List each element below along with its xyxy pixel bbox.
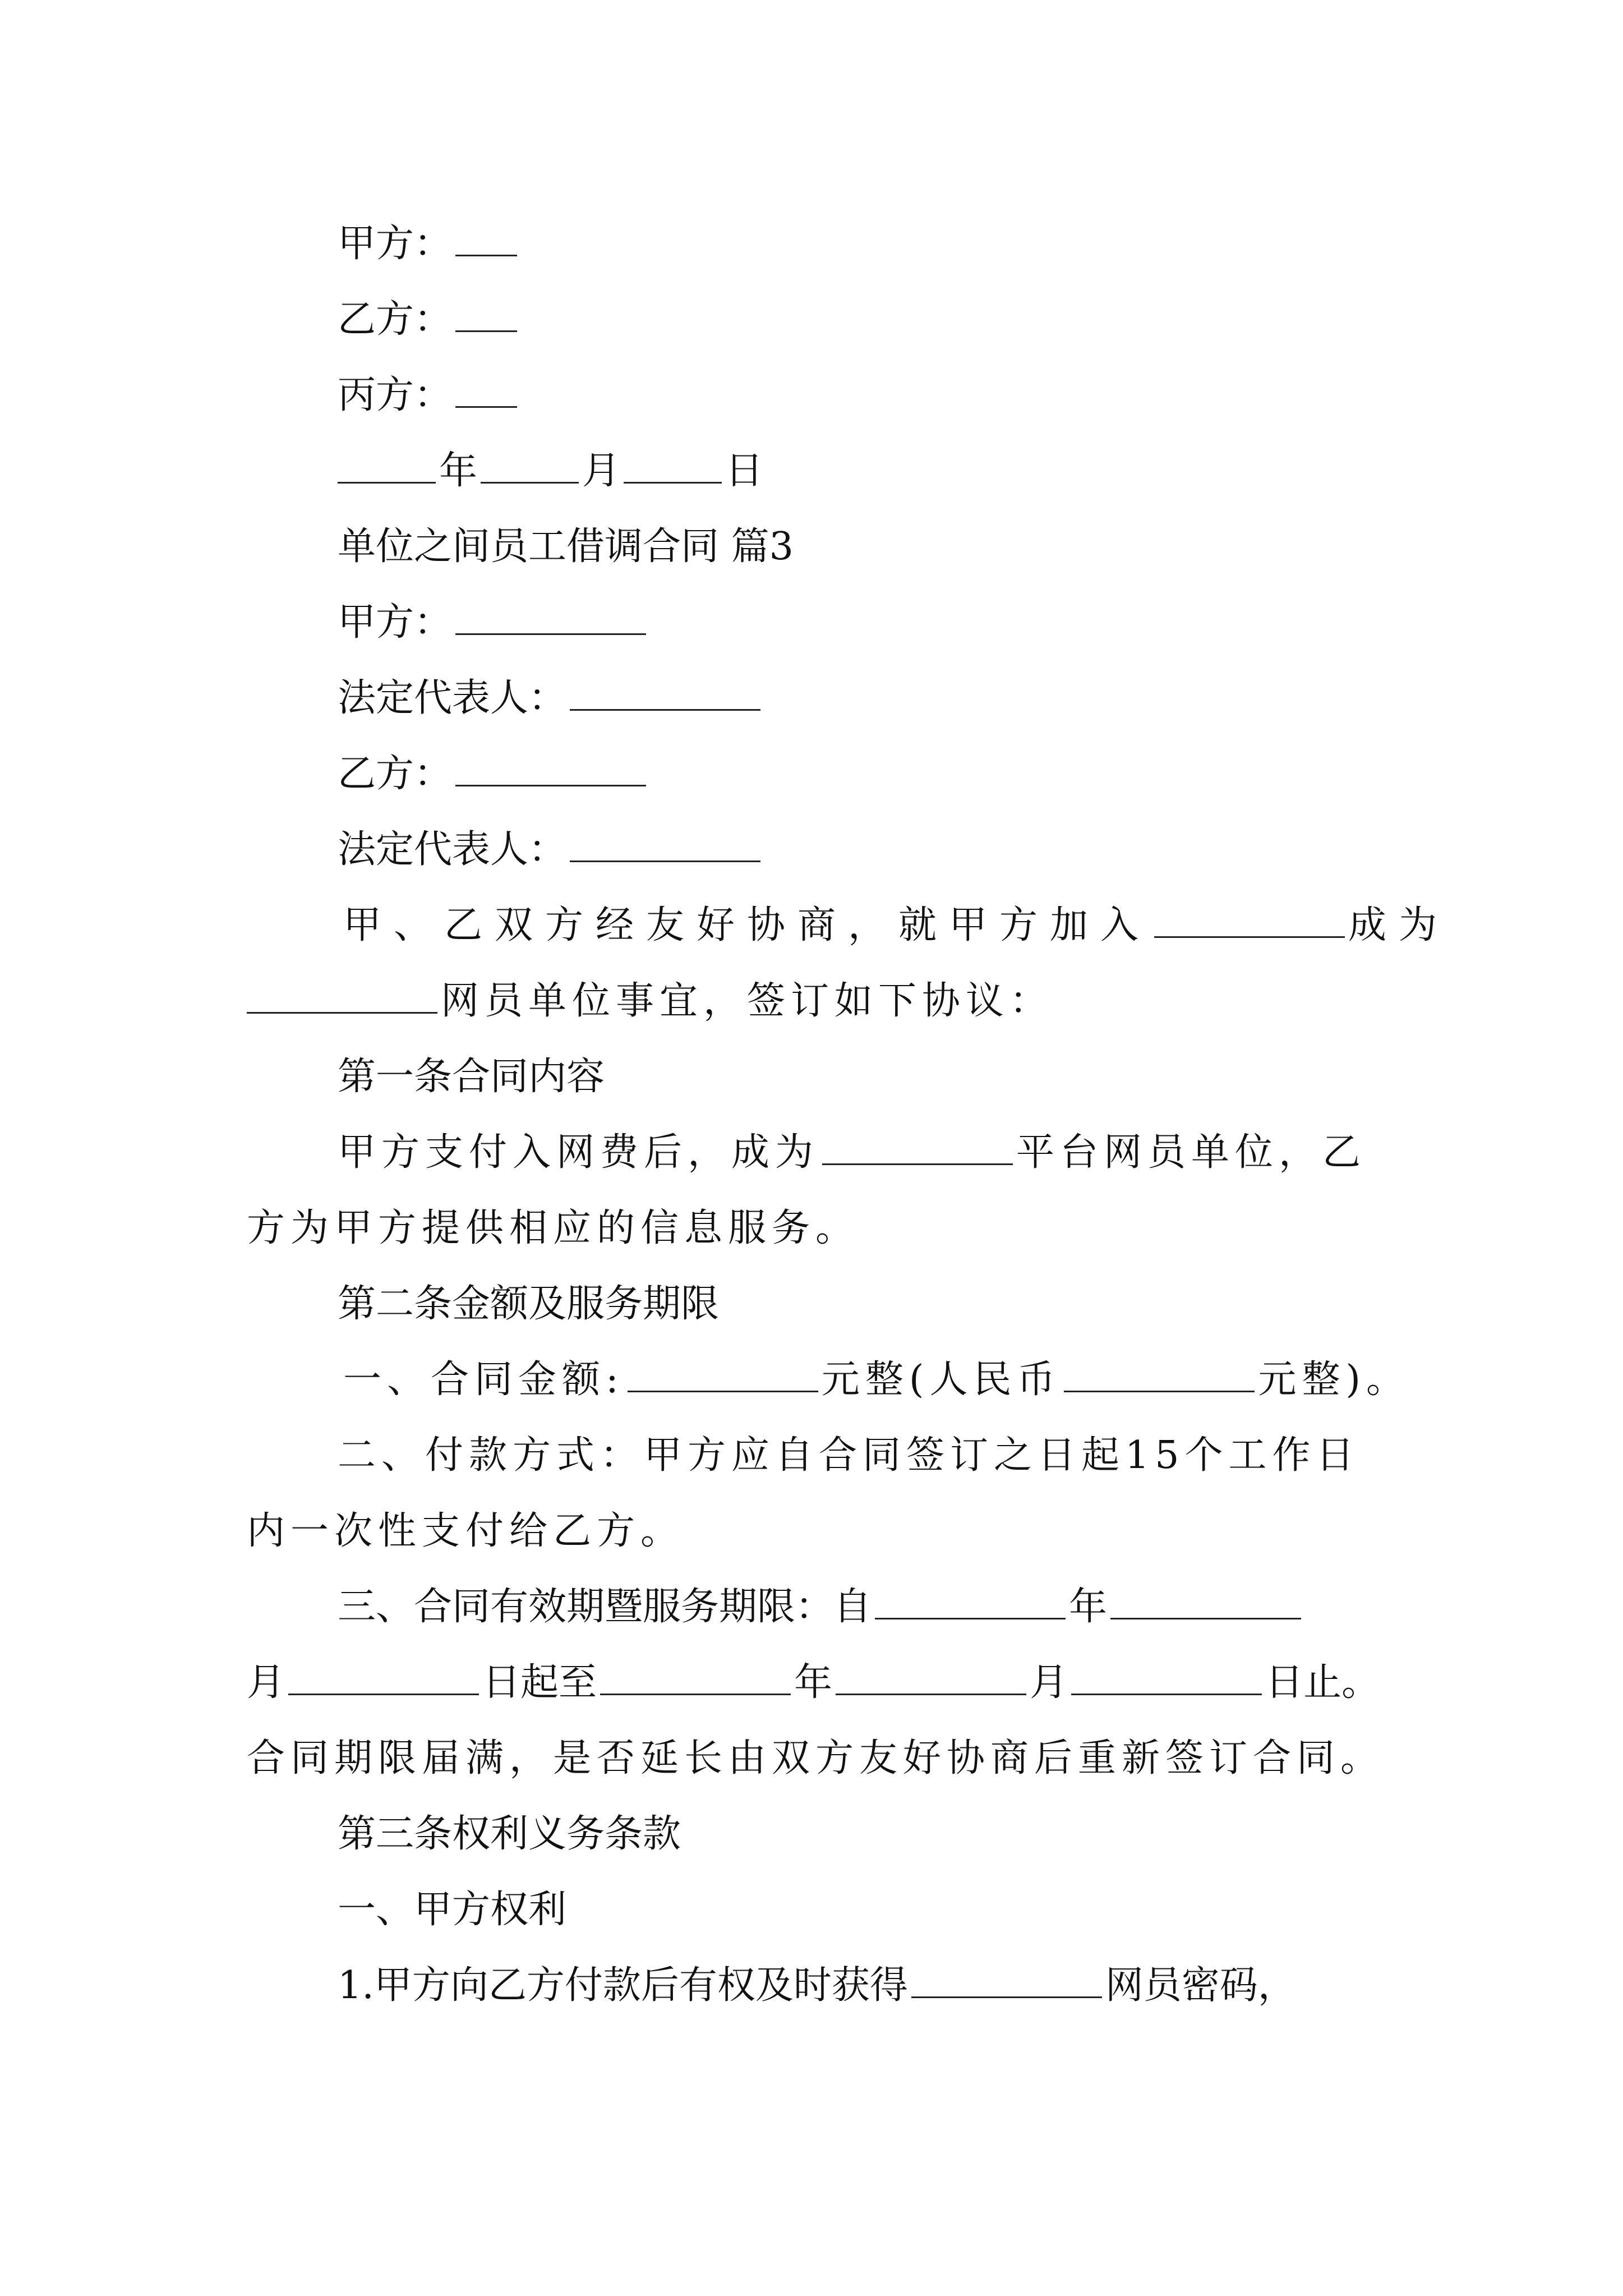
day-blank: [624, 447, 722, 484]
article-3-heading-text: 第三条权利义务条款: [338, 1812, 681, 1856]
amount-blank: [628, 1356, 818, 1392]
rights-item-1-text-2: 网员密码，: [1105, 1963, 1296, 2008]
legal-rep-b-label: 法定代表人：: [338, 827, 567, 872]
intro-blank-2: [247, 977, 437, 1014]
article-1-line-2: [0, 1200, 1623, 1257]
intro-paragraph-line-2: [0, 973, 1623, 1029]
term-line-2: [0, 1655, 1623, 1711]
rights-item-1-blank: [911, 1962, 1102, 1998]
section-title: [0, 519, 1623, 575]
intro-paragraph-line-1: [0, 898, 1623, 954]
payment-method-line-2: [0, 1503, 1623, 1559]
legal-rep-a-label: 法定代表人：: [338, 676, 567, 720]
term-from-label: 日起至: [482, 1660, 597, 1705]
payment-method-line-1: [0, 1428, 1623, 1484]
article-2-heading: [0, 1276, 1623, 1332]
party-a-blank: [455, 220, 517, 256]
contract-party-a-label: 甲方：: [338, 600, 453, 645]
party-a-label: 甲方：: [338, 222, 453, 266]
contract-party-a-blank: [455, 599, 646, 635]
term-end-month-label: 月: [1030, 1660, 1068, 1705]
party-b-label: 乙方：: [338, 297, 453, 342]
amount-rmb-label: 元整(人民币: [821, 1358, 1061, 1402]
term-year-label: 年: [1069, 1585, 1108, 1629]
term-start-day-blank: [288, 1659, 479, 1695]
term-text-3: 合同期限届满，是否延长由双方友好协商后重新签订合同。: [247, 1736, 1385, 1780]
term-end-month-blank: [836, 1659, 1026, 1695]
term-end-day-blank: [1071, 1659, 1262, 1695]
article-2-heading-text: 第二条金额及服务期限: [338, 1282, 720, 1326]
party-a-rights-heading: [0, 1882, 1623, 1938]
contract-party-b-line: [0, 746, 1623, 802]
party-b-line: [0, 292, 1623, 348]
term-start-month-blank: [1110, 1583, 1301, 1619]
month-blank: [481, 447, 579, 484]
party-a-line: [0, 216, 1623, 272]
day-label: 日: [725, 449, 764, 493]
intro-blank-1: [1154, 901, 1345, 938]
payment-method-text-2: 内一次性支付给乙方。: [247, 1509, 685, 1553]
term-line-1: [0, 1579, 1623, 1635]
article-1-text-1: 甲方支付入网费后，成为: [338, 1130, 819, 1175]
year-blank: [338, 447, 436, 484]
term-text-1: 三、合同有效期暨服务期限：自: [338, 1585, 872, 1629]
rights-item-1-line: [0, 1958, 1623, 2014]
term-month-label: 月: [247, 1660, 285, 1705]
term-end-label: 日止。: [1265, 1660, 1380, 1705]
intro-text-2: 成为: [1348, 903, 1450, 947]
payment-method-text-1: 二、付款方式：甲方应自合同签订之日起15个工作日: [338, 1433, 1360, 1478]
article-1-text-3: 方为甲方提供相应的信息服务。: [247, 1206, 860, 1250]
contract-party-b-blank: [455, 750, 646, 786]
party-b-blank: [455, 296, 517, 332]
legal-rep-b-line: [0, 822, 1623, 878]
article-1-line-1: [0, 1125, 1623, 1181]
legal-rep-a-blank: [570, 674, 760, 711]
section-title-text: 单位之间员工借调合同 篇3: [338, 524, 794, 569]
term-end-year-label: 年: [794, 1660, 833, 1705]
amount-label: 一、合同金额:: [343, 1358, 624, 1402]
party-c-blank: [455, 371, 517, 408]
intro-text-1: 甲、乙双方经友好协商，就甲方加入: [343, 903, 1151, 947]
term-end-year-blank: [600, 1659, 791, 1695]
amount-rmb-blank: [1064, 1356, 1255, 1392]
contract-party-b-label: 乙方：: [338, 752, 453, 796]
article-1-text-2: 平台网员单位，乙: [1016, 1130, 1367, 1175]
article-1-heading-text: 第一条合同内容: [338, 1055, 605, 1099]
amount-end-label: 元整)。: [1258, 1358, 1410, 1402]
party-c-line: [0, 367, 1623, 424]
intro-text-3: 网员单位事宜，签订如下协议：: [441, 979, 1054, 1023]
date-line: [0, 443, 1623, 499]
party-c-label: 丙方：: [338, 373, 453, 417]
contract-amount-line: [0, 1352, 1623, 1408]
article-3-heading: [0, 1806, 1623, 1862]
month-label: 月: [582, 449, 621, 493]
rights-item-1-text-1: 1.甲方向乙方付款后有权及时获得: [338, 1963, 908, 2008]
article-1-blank: [822, 1129, 1013, 1165]
party-a-rights-text: 一、甲方权利: [338, 1888, 567, 1932]
term-start-year-blank: [875, 1583, 1066, 1619]
article-1-heading: [0, 1049, 1623, 1105]
year-label: 年: [439, 449, 478, 493]
legal-rep-a-line: [0, 670, 1623, 726]
term-line-3: [0, 1731, 1623, 1787]
contract-party-a-line: [0, 595, 1623, 651]
legal-rep-b-blank: [570, 826, 760, 862]
